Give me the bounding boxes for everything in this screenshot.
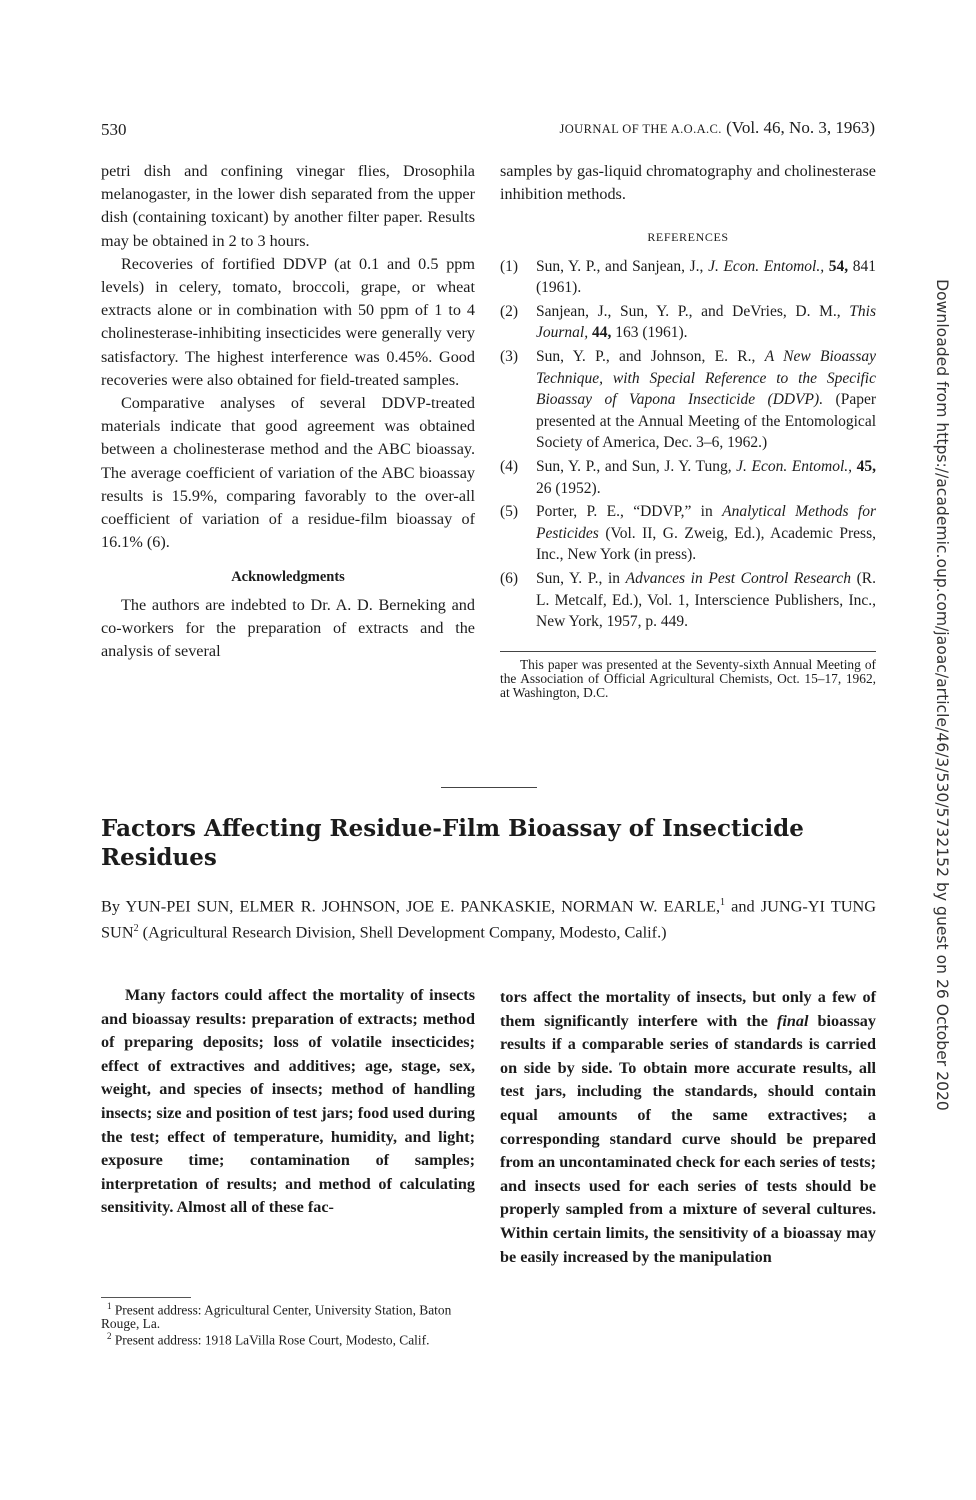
page-number: 530 <box>101 120 127 139</box>
abstract-right-italic: final <box>776 1011 809 1030</box>
reference-number: (4) <box>500 457 519 475</box>
reference-volume: 54, <box>824 257 849 275</box>
reference-authors: Sun, Y. P., and Sanjean, J., <box>536 257 709 275</box>
footnote-2-marker: 2 <box>107 1331 112 1342</box>
reference-details: 163 (1961). <box>611 324 688 342</box>
reference-source: This Journal, <box>536 302 876 342</box>
journal-running-title <box>559 118 875 138</box>
reference-item <box>500 346 876 454</box>
reference-details: 841 (1961). <box>536 257 876 297</box>
download-sidebar <box>929 250 955 1140</box>
reference-authors: Sun, Y. P., and Johnson, E. R., <box>536 347 765 365</box>
section-divider <box>441 787 537 788</box>
reference-details: (Vol. II, G. Zweig, Ed.), Academic Press, Inc., New York (in press). <box>536 524 876 564</box>
reference-authors: Sanjean, J., Sun, Y. P., and DeVries, D. M., <box>536 302 850 320</box>
running-header <box>0 118 976 144</box>
references-list <box>500 256 876 633</box>
reference-authors: Porter, P. E., “DDVP,” in <box>536 503 723 521</box>
reference-details: (R. L. Metcalf, Ed.), Vol. 1, Interscience Publishers, Inc., New York, 1957, p. 449. <box>536 569 877 631</box>
reference-number: (1) <box>500 257 519 275</box>
right-column <box>500 160 876 700</box>
reference-source: J. Econ. Entomol., <box>708 257 825 275</box>
reference-source: Analytical Methods for Pesticides <box>536 503 876 542</box>
paragraph-recoveries: Recoveries of fortified DDVP (at 0.1 and 0.5 ppm levels) in celery, tomato, broccoli, grape, or wheat extracts alone or in combination with 50 ppm of 1 to 4 cholinesterase-inhibiting insecticides were generally very satisfactory. The highest interference was 0.45%. Good recoveries were also obtained for field-treated samples. <box>101 254 475 389</box>
reference-authors: Sun, Y. P., and Sun, J. Y. Tung, <box>536 457 737 475</box>
paragraph-comparative: Comparative analyses of several DDVP-treated materials indicate that good agreement was obtained between a cholinesterase method and the ABC bioassay. The average coefficient of variation of the ABC bioassay results is 15.9%, comparing favorably to the over-all coefficient of variation of a residue-film bioassay of 16.1% (6). <box>101 394 475 552</box>
reference-number: (3) <box>500 347 519 365</box>
download-note: Downloaded from https://academic.oup.com/jaoac/article/46/3/530/5732152 by guest on 26 October 2020 <box>933 279 951 1111</box>
footnote-1 <box>101 1300 477 1330</box>
reference-item <box>500 501 876 566</box>
presented-note: This paper was presented at the Seventy-sixth Annual Meeting of the Association of Official Agricultural Chemists, Oct. 15–17, 1962, at Washington, D.C. <box>500 651 876 700</box>
abstract-right-part-b: bioassay results if a comparable series of standards is carried on side by side. To obtain more accurate results, all test jars, including the standards, should contain equal amounts of the same extractives; a corresponding standard curve should be prepared from an uncontaminated check for each series of tests; and insects used for each series of tests should be properly sampled from a mixture of several cultures. Within certain limits, the sensitivity of a bioassay may be easily increased by the manipulation <box>500 1011 876 1266</box>
reference-item <box>500 256 876 299</box>
reference-number: (5) <box>500 503 519 521</box>
footnote-1-text: Present address: Agricultural Center, University Station, Baton Rouge, La. <box>101 1302 452 1331</box>
article-title: Factors Affecting Residue-Film Bioassay of Insecticide Residues <box>101 815 804 871</box>
journal-volume: (Vol. 46, No. 3, 1963) <box>726 118 875 137</box>
abstract-left: Many factors could affect the mortality of insects and bioassay results: preparation of extracts; method of preparing deposits; loss of volatile insecticides; effect of extractives and additives; age, stage, sex, weight, and species of insects; method of handling insects; size and position of test jars; food used during the test; effect of temperature, humidity, and light; exposure time; contamination of samples; interpretation of results; and method of calculating sensitivity. Almost all of these fac- <box>101 986 475 1217</box>
footnote-2-text: Present address: 1918 LaVilla Rose Court, Modesto, Calif. <box>114 1332 430 1348</box>
reference-details: (Paper presented at the Annual Meeting of the Entomological Society of America, Dec. 3–6, 1962.) <box>536 391 877 452</box>
reference-authors: Sun, Y. P., in <box>536 569 626 587</box>
reference-source: Advances in Pest Control Research <box>625 569 852 587</box>
reference-volume: 44, <box>588 324 612 342</box>
reference-details: 26 (1952). <box>536 479 601 497</box>
abstract-right <box>500 986 876 1269</box>
reference-item <box>500 568 876 633</box>
acknowledgments-text: The authors are indebted to Dr. A. D. Berneking and co-workers for the preparation of extracts and the analysis of several <box>101 595 475 661</box>
footnote-1-marker: 1 <box>107 1301 112 1311</box>
footnote-marker-2: 2 <box>133 922 139 934</box>
reference-source: J. Econ. Entomol., <box>736 457 853 475</box>
acknowledgments-heading: Acknowledgments <box>231 569 345 586</box>
authors-names: By YUN-PEI SUN, ELMER R. JOHNSON, JOE E. PANKASKIE, NORMAN W. EARLE, <box>101 896 721 916</box>
journal-name: JOURNAL OF THE A.O.A.C. <box>559 122 722 136</box>
paragraph-continuation-right: samples by gas-liquid chromatography and cholinesterase inhibition methods. <box>500 162 876 204</box>
authors-affiliation: (Agricultural Research Division, Shell Development Company, Modesto, Calif.) <box>138 922 667 942</box>
references-heading: REFERENCES <box>647 230 729 245</box>
left-column <box>101 160 475 663</box>
reference-item <box>500 301 876 344</box>
reference-item <box>500 456 876 499</box>
reference-number: (2) <box>500 302 519 320</box>
footnote-2 <box>101 1330 477 1347</box>
abstract-right-part-a: tors affect the mortality of insects, but only a few of them significantly interfere with the <box>500 988 876 1030</box>
reference-number: (6) <box>500 569 519 587</box>
authors-last: and JUNG-YI TUNG SUN <box>101 896 876 942</box>
footnotes <box>101 1300 477 1347</box>
footnote-rule <box>101 1297 191 1298</box>
reference-source: A New Bioassay Technique, with Special Reference to the Specific Bioassay of Vapona Insecticide (DDVP). <box>536 347 876 409</box>
footnote-marker-1: 1 <box>720 897 726 908</box>
article-authors <box>101 892 876 944</box>
paragraph-continuation: petri dish and confining vinegar flies, Drosophila melanogaster, in the lower dish separated from the upper dish (containing toxicant) by another filter paper. Results may be obtained in 2 to 3 hours. <box>101 162 475 250</box>
reference-volume: 45, <box>852 457 876 475</box>
